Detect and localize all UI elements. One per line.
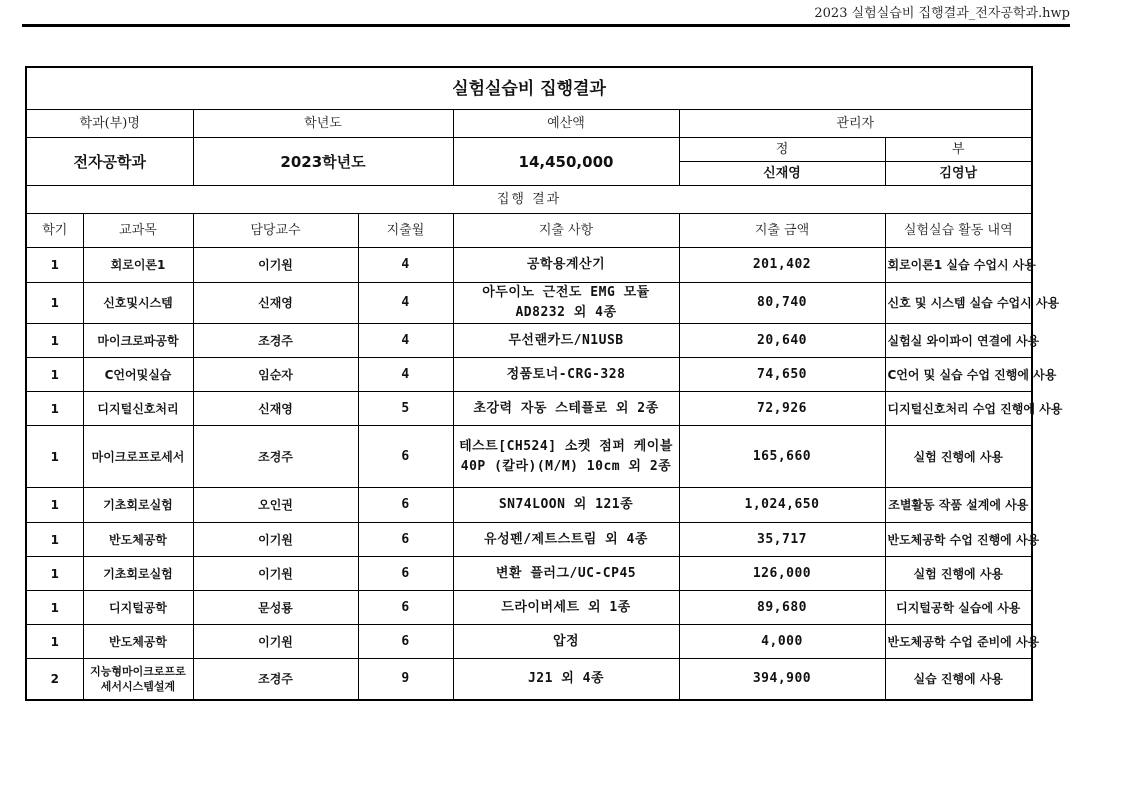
cell-month: 6 bbox=[358, 523, 453, 557]
cell-activity: C언어 및 실습 수업 진행에 사용 bbox=[885, 358, 1032, 392]
table-row bbox=[26, 523, 1032, 557]
cell-month: 6 bbox=[358, 557, 453, 591]
dept-header: 학과(부)명 bbox=[26, 110, 193, 138]
table-row bbox=[26, 392, 1032, 426]
cell-month: 9 bbox=[358, 659, 453, 700]
table-row bbox=[26, 591, 1032, 625]
table-row bbox=[26, 488, 1032, 523]
cell-semester: 1 bbox=[26, 392, 83, 426]
table-row bbox=[26, 324, 1032, 358]
cell-professor: 문성룡 bbox=[193, 591, 358, 625]
cell-amount: 20,640 bbox=[679, 324, 885, 358]
cell-activity: 조별활동 작품 설계에 사용 bbox=[885, 488, 1032, 523]
cell-semester: 2 bbox=[26, 659, 83, 700]
cell-month: 6 bbox=[358, 426, 453, 488]
col-header-amount: 지출 금액 bbox=[679, 214, 885, 248]
cell-item: 정품토너-CRG-328 bbox=[453, 358, 679, 392]
doc-title: 실험실습비 집행결과 bbox=[26, 67, 1032, 110]
col-header-activity: 실험실습 활동 내역 bbox=[885, 214, 1032, 248]
cell-professor: 신재영 bbox=[193, 392, 358, 426]
cell-month: 5 bbox=[358, 392, 453, 426]
col-header-semester: 학기 bbox=[26, 214, 83, 248]
cell-semester: 1 bbox=[26, 324, 83, 358]
cell-item: 테스트[CH524] 소켓 점퍼 케이블 40P (칼라)(M/M) 10cm 외 2종 bbox=[453, 426, 679, 488]
cell-course: 반도체공학 bbox=[83, 523, 193, 557]
cell-amount: 89,680 bbox=[679, 591, 885, 625]
cell-professor: 임순자 bbox=[193, 358, 358, 392]
cell-month: 6 bbox=[358, 488, 453, 523]
cell-course: 신호및시스템 bbox=[83, 283, 193, 324]
year-header: 학년도 bbox=[193, 110, 453, 138]
cell-activity: 디지털공학 실습에 사용 bbox=[885, 591, 1032, 625]
cell-professor: 오인권 bbox=[193, 488, 358, 523]
cell-item: 압정 bbox=[453, 625, 679, 659]
cell-activity: 실습 진행에 사용 bbox=[885, 659, 1032, 700]
cell-activity: 반도체공학 수업 준비에 사용 bbox=[885, 625, 1032, 659]
cell-item: 드라이버세트 외 1종 bbox=[453, 591, 679, 625]
cell-course: 디지털공학 bbox=[83, 591, 193, 625]
cell-professor: 이기원 bbox=[193, 557, 358, 591]
cell-item: 아두이노 근전도 EMG 모듈 AD8232 외 4종 bbox=[453, 283, 679, 324]
cell-professor: 신재영 bbox=[193, 283, 358, 324]
table-row bbox=[26, 248, 1032, 283]
primary-manager-value: 신재영 bbox=[679, 162, 885, 186]
cell-course: C언어및실습 bbox=[83, 358, 193, 392]
cell-month: 6 bbox=[358, 591, 453, 625]
cell-item: 유성펜/제트스트림 외 4종 bbox=[453, 523, 679, 557]
cell-course: 디지털신호처리 bbox=[83, 392, 193, 426]
cell-amount: 201,402 bbox=[679, 248, 885, 283]
cell-amount: 4,000 bbox=[679, 625, 885, 659]
table-row bbox=[26, 283, 1032, 324]
cell-amount: 1,024,650 bbox=[679, 488, 885, 523]
cell-semester: 1 bbox=[26, 523, 83, 557]
cell-professor: 조경주 bbox=[193, 659, 358, 700]
cell-amount: 126,000 bbox=[679, 557, 885, 591]
cell-item: 초강력 자동 스테플로 외 2종 bbox=[453, 392, 679, 426]
cell-month: 4 bbox=[358, 248, 453, 283]
cell-item: 무선랜카드/N1USB bbox=[453, 324, 679, 358]
section-title: 집행 결과 bbox=[26, 186, 1032, 214]
cell-activity: 반도체공학 수업 진행에 사용 bbox=[885, 523, 1032, 557]
col-header-item: 지출 사항 bbox=[453, 214, 679, 248]
cell-professor: 이기원 bbox=[193, 625, 358, 659]
cell-semester: 1 bbox=[26, 625, 83, 659]
cell-course: 마이크로프로세서 bbox=[83, 426, 193, 488]
cell-month: 4 bbox=[358, 283, 453, 324]
cell-semester: 1 bbox=[26, 557, 83, 591]
header-rule bbox=[22, 24, 1070, 27]
cell-professor: 조경주 bbox=[193, 426, 358, 488]
cell-course: 기초회로실험 bbox=[83, 557, 193, 591]
cell-activity: 실험 진행에 사용 bbox=[885, 557, 1032, 591]
cell-item: 변환 플러그/UC-CP45 bbox=[453, 557, 679, 591]
execution-results-table bbox=[25, 66, 1063, 701]
col-header-course: 교과목 bbox=[83, 214, 193, 248]
cell-semester: 1 bbox=[26, 248, 83, 283]
cell-amount: 165,660 bbox=[679, 426, 885, 488]
table-row bbox=[26, 557, 1032, 591]
cell-course: 기초회로실험 bbox=[83, 488, 193, 523]
budget-value: 14,450,000 bbox=[453, 138, 679, 186]
cell-amount: 74,650 bbox=[679, 358, 885, 392]
cell-semester: 1 bbox=[26, 426, 83, 488]
cell-professor: 이기원 bbox=[193, 248, 358, 283]
budget-header: 예산액 bbox=[453, 110, 679, 138]
cell-semester: 1 bbox=[26, 358, 83, 392]
cell-item: J21 외 4종 bbox=[453, 659, 679, 700]
col-header-professor: 담당교수 bbox=[193, 214, 358, 248]
cell-activity: 신호 및 시스템 실습 수업시 사용 bbox=[885, 283, 1032, 324]
cell-month: 4 bbox=[358, 324, 453, 358]
cell-course: 반도체공학 bbox=[83, 625, 193, 659]
table-row bbox=[26, 358, 1032, 392]
cell-amount: 394,900 bbox=[679, 659, 885, 700]
year-value: 2023학년도 bbox=[193, 138, 453, 186]
cell-item: 공학용계산기 bbox=[453, 248, 679, 283]
cell-semester: 1 bbox=[26, 488, 83, 523]
cell-course: 지능형마이크로프로세서시스템설계 bbox=[83, 659, 193, 700]
cell-activity: 실험실 와이파이 연결에 사용 bbox=[885, 324, 1032, 358]
cell-item: SN74LOON 외 121종 bbox=[453, 488, 679, 523]
cell-activity: 디지털신호처리 수업 진행에 사용 bbox=[885, 392, 1032, 426]
cell-amount: 35,717 bbox=[679, 523, 885, 557]
table-row bbox=[26, 625, 1032, 659]
manager-header: 관리자 bbox=[679, 110, 1032, 138]
cell-month: 6 bbox=[358, 625, 453, 659]
col-header-month: 지출월 bbox=[358, 214, 453, 248]
cell-course: 회로이론1 bbox=[83, 248, 193, 283]
cell-professor: 조경주 bbox=[193, 324, 358, 358]
cell-semester: 1 bbox=[26, 591, 83, 625]
primary-manager-header: 정 bbox=[679, 138, 885, 162]
cell-amount: 72,926 bbox=[679, 392, 885, 426]
table-row bbox=[26, 426, 1032, 488]
cell-semester: 1 bbox=[26, 283, 83, 324]
secondary-manager-value: 김영남 bbox=[885, 162, 1032, 186]
secondary-manager-header: 부 bbox=[885, 138, 1032, 162]
cell-month: 4 bbox=[358, 358, 453, 392]
cell-course: 마이크로파공학 bbox=[83, 324, 193, 358]
cell-professor: 이기원 bbox=[193, 523, 358, 557]
cell-amount: 80,740 bbox=[679, 283, 885, 324]
file-header: 2023 실험실습비 집행결과_전자공학과.hwp bbox=[814, 6, 1070, 21]
dept-value: 전자공학과 bbox=[26, 138, 193, 186]
cell-activity: 실험 진행에 사용 bbox=[885, 426, 1032, 488]
cell-activity: 회로이론1 실습 수업시 사용 bbox=[885, 248, 1032, 283]
table-row bbox=[26, 659, 1032, 700]
